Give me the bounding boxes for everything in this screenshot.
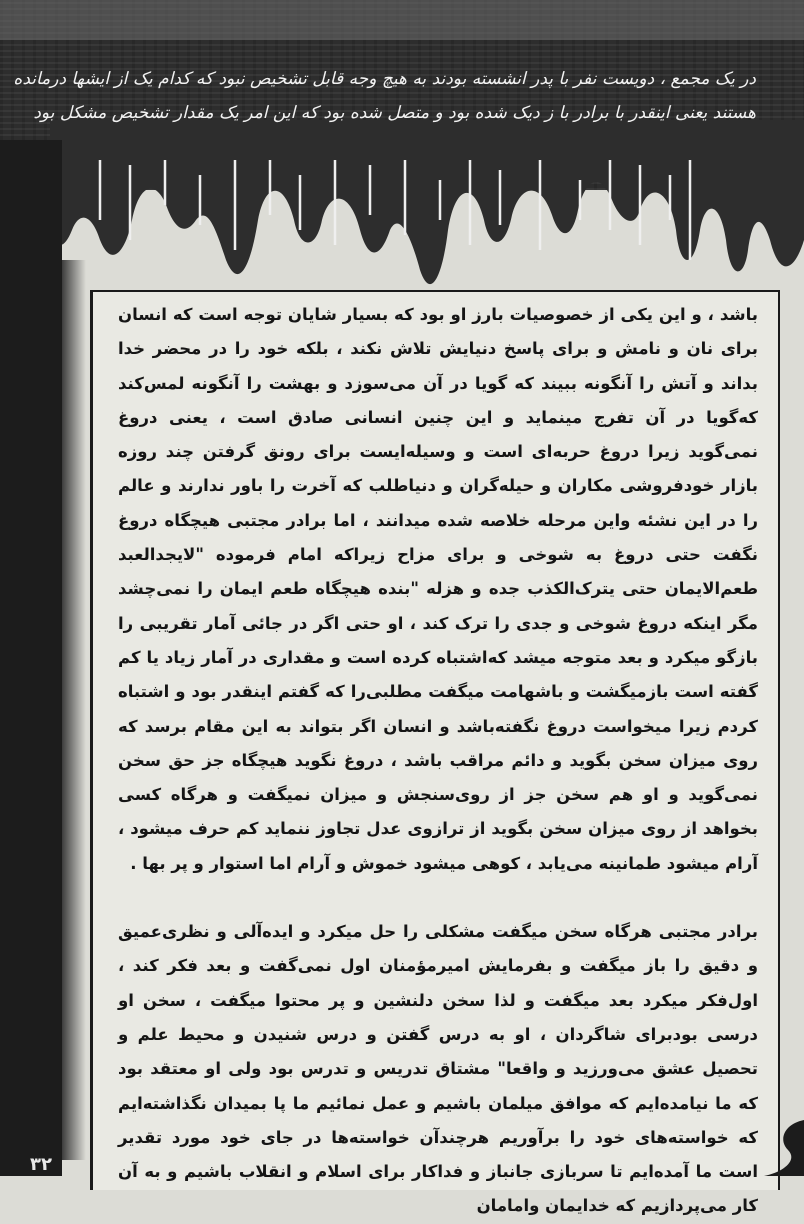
body-text bbox=[118, 298, 758, 1224]
paragraph-1: باشد ، و این یکی از خصوصیات بارز او بود که بسیار شایان توجه است که انسان برای نان و نامش و برای پاسخ دنیایش تلاش نکند ، بلکه خود را در محضر خدا بداند و آتش را آنگونه ببیند که گویا در آن می‌سوزد و بهشت را آنگونه لمس‌کند که‌گویا در آن تفرج مینماید و این چنین انسانی صادق است ، یعنی دروغ نمی‌گوید زیرا دروغ حربه‌ای است و وسیله‌ایست برای رونق گرفتن چند روزه بازار خودفروشی مکاران و حیله‌گران و دنیاطلب که آخرت را باور ندارند و عالم را در این نشئه واین مرحله خلاصه شده میدانند ، اما برادر مجتبی هیچگاه دروغ نگفت حتی دروغ به شوخی و برای مزاح زیراکه امام فرموده "لایجدالعبد طعم‌الایمان حتی یترک‌الکذب جده و هزله "بنده هیچگاه طعم ایمان را نمی‌چشد مگر اینکه دروغ شوخی و جدی را ترک کند ، او حتی اگر در جائی آمار تقریبی را بازگو میکرد و بعد متوجه میشد که‌اشتباه کرده است و مقداری در آمار زیاد یا کم گفته است بازمیگشت و باشهامت میگفت مطلبی‌را که گفتم اینقدر بود و اشتباه کردم زیرا میخواست دروغ نگفته‌باشد و انسان اگر بتواند به این مقام برسد که روی میزان سخن بگوید و دائم مراقب باشد ، دروغ نگوید هیچگاه جز حق سخن نمی‌گوید و او هم سخن جز از روی‌سنجش و میزان نمیگفت و هرگاه کسی بخواهد از روی میزان سخن بگوید از ترازوی عدل تجاوز ننماید کم حرف میشود ، آرام میشود طمانینه می‌یابد ، کوهی میشود خموش و آرام اما استوار و پر بها . bbox=[118, 305, 758, 873]
header-line-2: هستند یعنی اینقدر با برادر با ز دیک شده بود و متصل شده بود که این امر یک مقدار تشخیص مشکل بود bbox=[33, 103, 756, 123]
left-strip-shadow bbox=[62, 260, 86, 1160]
corner-ornament bbox=[744, 1110, 804, 1176]
header-top-edge bbox=[0, 0, 804, 40]
header-line-1: در یک مجمع ، دویست نفر با پدر انشسته بودند به هیچ وجه قابل تشخیص نبود که کدام یک از ایشها درمانده bbox=[13, 69, 756, 89]
paragraph-2: برادر مجتبی هرگاه سخن میگفت مشکلی را حل میکرد و ایده‌آلی و نظری‌عمیق و دقیق را باز میگفت و بفرمایش امیرمؤمنان اول نمی‌گفت و بعد فکر کند ، اول‌فکر میکرد بعد میگفت و لذا سخن دلنشین و پر محتوا میگفت ، سخن او درسی بودبرای شاگردان ، او به درس گفتن و درس شنیدن و محیط علم و تحصیل عشق می‌ورزید و واقعا" مشتاق تدریس و تدرس بود ولی او معتقد بود که ما نیامده‌ایم که موافق میلمان باشیم و عمل نمائیم ما پا بمیدان نگذاشته‌ایم که خواسته‌های خود را برآوریم هرچندآن خواسته‌ها در جای خود مورد تقدیر است ما آمده‌ایم تا سربازی جانباز و فداکار برای اسلام و انقلاب باشیم و به آن کار می‌پردازیم که خدایمان وامامان bbox=[118, 922, 758, 1216]
page-number: ۳۲ bbox=[30, 1154, 52, 1175]
header-text-lines bbox=[13, 62, 756, 130]
left-dark-strip bbox=[0, 140, 62, 1176]
